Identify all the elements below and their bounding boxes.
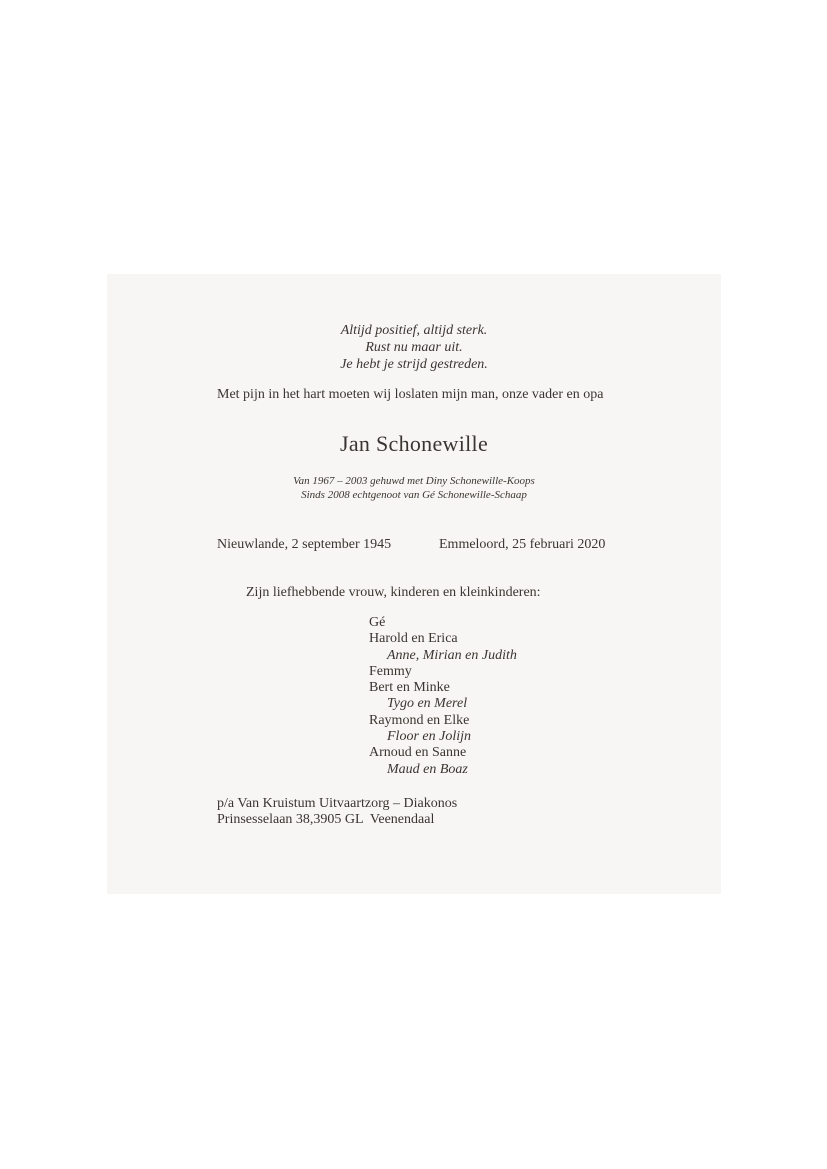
address — [217, 796, 457, 828]
list-item: Femmy — [369, 663, 412, 679]
deceased-name: Jan Schonewille — [339, 431, 489, 456]
poem-line: Rust nu maar uit. — [365, 340, 463, 355]
address-line: Prinsesselaan 38,3905 GL Veenendaal — [217, 812, 435, 827]
list-item: Anne, Mirian en Judith — [387, 647, 517, 663]
marriage-info — [107, 474, 721, 502]
birth-info: Nieuwlande, 2 september 1945 — [217, 537, 392, 552]
family-list — [369, 615, 517, 778]
poem-line: Je hebt je strijd gestreden. — [340, 357, 488, 372]
list-item: Maud en Boaz — [387, 761, 468, 777]
list-item: Arnoud en Sanne — [369, 745, 467, 761]
marriage-line: Sinds 2008 echtgenoot van Gé Schonewille-Schaap — [301, 489, 527, 501]
mourning-card — [107, 274, 721, 894]
address-line: p/a Van Kruistum Uitvaartzorg – Diakonos — [217, 796, 458, 811]
intro-text: Met pijn in het hart moeten wij loslaten mijn man, onze vader en opa — [217, 387, 604, 402]
poem-line: Altijd positief, altijd sterk. — [340, 323, 488, 338]
list-item: Gé — [369, 615, 386, 630]
list-item: Tygo en Merel — [387, 696, 468, 712]
poem — [107, 322, 721, 373]
list-item: Floor en Jolijn — [387, 729, 471, 745]
list-item: Bert en Minke — [369, 680, 450, 696]
death-info: Emmeloord, 25 februari 2020 — [439, 537, 606, 552]
marriage-line: Van 1967 – 2003 gehuwd met Diny Schonewille-Koops — [293, 475, 535, 487]
list-item: Harold en Erica — [369, 631, 458, 647]
family-header: Zijn liefhebbende vrouw, kinderen en kleinkinderen: — [246, 585, 541, 600]
list-item: Raymond en Elke — [369, 712, 470, 728]
